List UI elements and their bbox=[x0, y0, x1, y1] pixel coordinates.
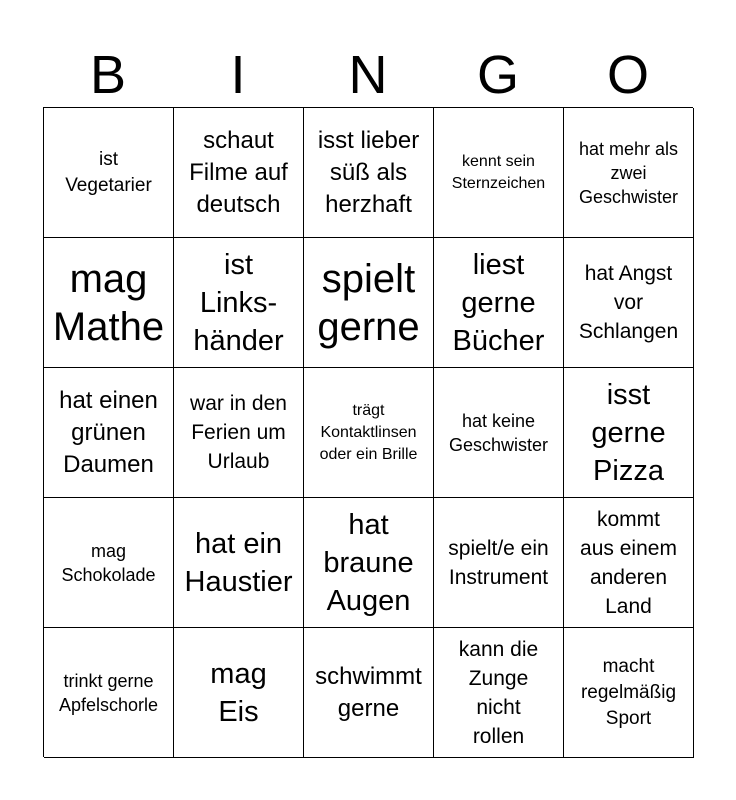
bingo-cell[interactable]: hat mehr als zwei Geschwister bbox=[564, 108, 694, 238]
bingo-cell[interactable]: kann die Zunge nicht rollen bbox=[434, 628, 564, 758]
bingo-cell[interactable]: schwimmt gerne bbox=[304, 628, 434, 758]
bingo-cell[interactable]: mag Mathe bbox=[44, 238, 174, 368]
bingo-cell[interactable]: hat ein Haustier bbox=[174, 498, 304, 628]
bingo-cell[interactable]: trinkt gerne Apfelschorle bbox=[44, 628, 174, 758]
bingo-grid bbox=[43, 107, 693, 757]
bingo-cell[interactable]: hat keine Geschwister bbox=[434, 368, 564, 498]
bingo-cell[interactable]: spielt/e ein Instrument bbox=[434, 498, 564, 628]
bingo-cell[interactable]: hat einen grünen Daumen bbox=[44, 368, 174, 498]
bingo-cell[interactable]: kommt aus einem anderen Land bbox=[564, 498, 694, 628]
bingo-cell[interactable]: liest gerne Bücher bbox=[434, 238, 564, 368]
header-letter-b: B bbox=[89, 45, 127, 105]
bingo-cell[interactable]: hat Angst vor Schlangen bbox=[564, 238, 694, 368]
bingo-cell[interactable]: kennt sein Sternzeichen bbox=[434, 108, 564, 238]
header-letter-g: G bbox=[476, 45, 519, 105]
header-letter-i: I bbox=[230, 45, 246, 105]
bingo-cell[interactable]: mag Schokolade bbox=[44, 498, 174, 628]
bingo-cell[interactable]: isst lieber süß als herzhaft bbox=[304, 108, 434, 238]
bingo-cell[interactable]: spielt gerne bbox=[304, 238, 434, 368]
bingo-cell[interactable]: war in den Ferien um Urlaub bbox=[174, 368, 304, 498]
bingo-cell[interactable]: isst gerne Pizza bbox=[564, 368, 694, 498]
bingo-cell[interactable]: trägt Kontaktlinsen oder ein Brille bbox=[304, 368, 434, 498]
bingo-cell[interactable]: schaut Filme auf deutsch bbox=[174, 108, 304, 238]
bingo-header bbox=[43, 42, 693, 108]
header-letter-o: O bbox=[606, 45, 649, 105]
bingo-cell[interactable]: mag Eis bbox=[174, 628, 304, 758]
header-letter-n: N bbox=[348, 45, 388, 105]
bingo-cell[interactable]: ist Vegetarier bbox=[44, 108, 174, 238]
bingo-cell[interactable]: hat braune Augen bbox=[304, 498, 434, 628]
bingo-cell[interactable]: macht regelmäßig Sport bbox=[564, 628, 694, 758]
bingo-cell[interactable]: ist Links- händer bbox=[174, 238, 304, 368]
